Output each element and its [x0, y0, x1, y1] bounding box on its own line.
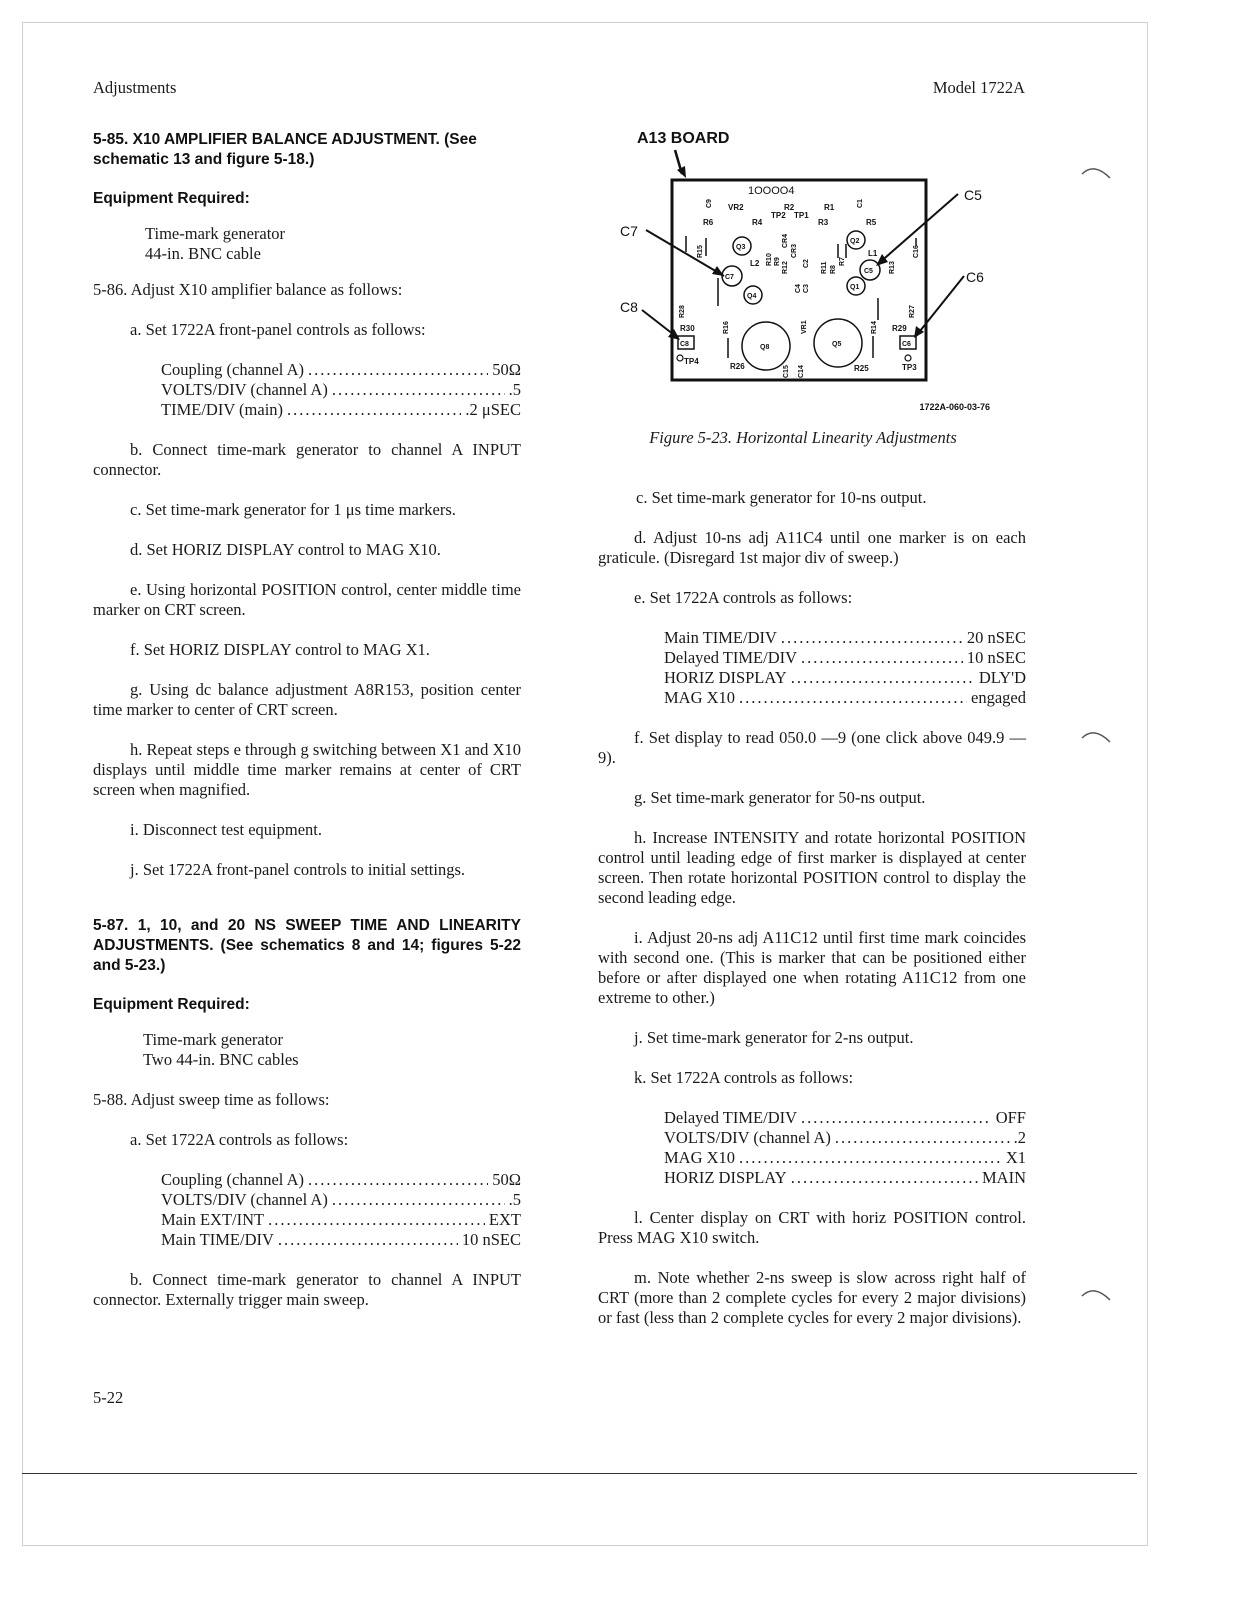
part-label: CR3: [791, 243, 798, 258]
part-label: TP3: [902, 363, 917, 372]
setting-row: VOLTS/DIV (channel A) ..... .5: [161, 1190, 521, 1210]
step-m: m. Note whether 2-ns sweep is slow across right half of CRT (more than 2 complete cycles for every 2 major divisions) or fast (less than 2 complete cycles for every 2 major divisions).: [598, 1268, 1026, 1327]
section-5-86: 5-86. Adjust X10 amplifier balance as follows:: [93, 280, 403, 299]
part-label: R29: [892, 324, 907, 333]
part-label: Q3: [736, 244, 746, 251]
callout-c5: C5: [964, 187, 982, 203]
part-label: VR1: [801, 320, 808, 334]
settings-list: [93, 360, 521, 420]
setting-row: HORIZ DISPLAY ..... DLY'D: [664, 668, 1026, 688]
section-5-87-title: 5-87. 1, 10, and 20 NS SWEEP TIME AND LINEARITY ADJUSTMENTS. (See schematics 8 and 14; figures 5-22 and 5-23.): [93, 917, 521, 974]
setting-row: VOLTS/DIV (channel A) ..... .5: [161, 380, 521, 400]
part-label: R3: [818, 218, 829, 227]
callout-c7: C7: [620, 223, 638, 239]
setting-row: HORIZ DISPLAY ..... MAIN: [664, 1168, 1026, 1188]
part-label: R10: [766, 253, 773, 266]
part-label: C7: [725, 274, 734, 281]
step-g: g. Using dc balance adjustment A8R153, position center time marker to center of CRT screen.: [93, 680, 521, 719]
callout-c6: C6: [966, 269, 984, 285]
section-5-85-title: 5-85. X10 AMPLIFIER BALANCE ADJUSTMENT. (See schematic 13 and figure 5-18.): [93, 131, 477, 168]
part-label: Q8: [760, 344, 770, 351]
page-number: 5-22: [93, 1388, 124, 1407]
step-h: h. Repeat steps e through g switching between X1 and X10 displays until middle time marker remains at center of CRT screen when magnified.: [93, 740, 521, 799]
part-label: R14: [871, 321, 878, 334]
step-b: b. Connect time-mark generator to channel A INPUT connector. Externally trigger main sweep.: [93, 1270, 521, 1309]
part-label: Q2: [850, 238, 860, 245]
part-label: 1OOOO4: [748, 185, 795, 197]
setting-row: Coupling (channel A) ..... 50Ω: [161, 360, 521, 380]
margin-mark: [1080, 1282, 1114, 1306]
part-label: TP2: [771, 211, 786, 220]
setting-row: Main TIME/DIV ..... 10 nSEC: [161, 1230, 521, 1250]
equipment-item: Time-mark generator: [145, 224, 286, 243]
board-label: A13 BOARD: [637, 130, 730, 147]
part-label: R28: [679, 305, 686, 318]
step-g: g. Set time-mark generator for 50-ns output.: [634, 788, 926, 807]
figure-id: 1722A-060-03-76: [919, 402, 990, 412]
part-label: C5: [864, 268, 873, 275]
step-d: d. Set HORIZ DISPLAY control to MAG X10.: [130, 540, 441, 559]
figure-caption: Figure 5-23. Horizontal Linearity Adjustments: [649, 428, 957, 447]
part-label: R15: [697, 245, 704, 258]
step-l: l. Center display on CRT with horiz POSITION control. Press MAG X10 switch.: [598, 1208, 1026, 1247]
equipment-required-label: Equipment Required:: [93, 190, 250, 207]
step-e: e. Using horizontal POSITION control, center middle time marker on CRT screen.: [93, 580, 521, 619]
equipment-item: Time-mark generator: [143, 1030, 284, 1049]
part-label: C16: [913, 245, 920, 258]
part-label: R25: [854, 364, 869, 373]
equipment-required-label: Equipment Required:: [93, 996, 250, 1013]
setting-row: TIME/DIV (main) ..... .2 μSEC: [161, 400, 521, 420]
setting-row: Delayed TIME/DIV ..... 10 nSEC: [664, 648, 1026, 668]
step-j: j. Set time-mark generator for 2-ns output.: [634, 1028, 914, 1047]
step-d: d. Adjust 10-ns adj A11C4 until one marker is on each graticule. (Disregard 1st major div of sweep.): [598, 528, 1026, 567]
part-label: Q5: [832, 341, 842, 348]
part-label: C2: [803, 259, 810, 268]
equipment-list: [93, 1030, 521, 1070]
part-label: R7: [839, 257, 846, 266]
equipment-item: 44-in. BNC cable: [145, 244, 261, 263]
step-k: k. Set 1722A controls as follows:: [634, 1068, 854, 1087]
running-header-right: Model 1722A: [932, 78, 1025, 97]
step-a: a. Set 1722A controls as follows:: [130, 1130, 349, 1149]
part-label: CR4: [782, 233, 789, 248]
a13-board-diagram: [598, 148, 998, 398]
step-i: i. Adjust 20-ns adj A11C12 until first time mark coincides with second one. (This is marker that can be positioned either before or after displayed one when rotating A11C12 from one extreme to other.): [598, 928, 1026, 1007]
step-a: a. Set 1722A front-panel controls as follows:: [130, 320, 426, 339]
step-j: j. Set 1722A front-panel controls to initial settings.: [130, 860, 466, 879]
part-label: L2: [750, 259, 760, 268]
setting-row: Coupling (channel A) ..... 50Ω: [161, 1170, 521, 1190]
step-f: f. Set HORIZ DISPLAY control to MAG X1.: [130, 640, 430, 659]
part-label: R16: [723, 321, 730, 334]
setting-row: MAG X10 ..... X1: [664, 1148, 1026, 1168]
part-label: R26: [730, 362, 745, 371]
setting-row: Main EXT/INT ..... EXT: [161, 1210, 521, 1230]
part-label: R12: [782, 261, 789, 274]
step-c: c. Set time-mark generator for 10-ns output.: [636, 488, 927, 507]
part-label: R30: [680, 324, 695, 333]
equipment-list: [93, 224, 521, 264]
section-5-88: 5-88. Adjust sweep time as follows:: [93, 1090, 330, 1109]
part-label: C6: [902, 341, 911, 348]
bottom-rule: [22, 1473, 1137, 1474]
part-label: Q1: [850, 284, 860, 291]
part-label: R27: [909, 305, 916, 318]
part-label: TP4: [684, 357, 699, 366]
equipment-item: Two 44-in. BNC cables: [143, 1050, 299, 1069]
part-label: R4: [752, 218, 763, 227]
settings-list: [93, 1170, 521, 1250]
setting-row: MAG X10 ..... engaged: [664, 688, 1026, 708]
part-label: C1: [857, 199, 864, 208]
part-label: R13: [889, 261, 896, 274]
part-label: C15: [783, 365, 790, 378]
setting-row: VOLTS/DIV (channel A) ..... .2: [664, 1128, 1026, 1148]
step-c: c. Set time-mark generator for 1 μs time markers.: [130, 500, 456, 519]
part-label: C3: [803, 284, 810, 293]
step-f: f. Set display to read 050.0 —9 (one click above 049.9 —9).: [598, 728, 1026, 767]
part-label: TP1: [794, 211, 809, 220]
margin-mark: [1080, 724, 1114, 748]
part-label: R11: [821, 261, 828, 274]
part-label: Q4: [747, 293, 757, 300]
part-label: R6: [703, 218, 714, 227]
step-i: i. Disconnect test equipment.: [130, 820, 322, 839]
setting-row: Delayed TIME/DIV ..... OFF: [664, 1108, 1026, 1128]
margin-mark: [1080, 160, 1114, 184]
part-label: R9: [774, 257, 781, 266]
left-column: [93, 130, 521, 1310]
callout-c8: C8: [620, 299, 638, 315]
part-label: C9: [706, 199, 713, 208]
part-label: R1: [824, 203, 835, 212]
settings-list: [598, 628, 1026, 708]
part-label: C8: [680, 341, 689, 348]
settings-list: [598, 1108, 1026, 1188]
part-label: VR2: [728, 203, 744, 212]
setting-row: Main TIME/DIV ..... 20 nSEC: [664, 628, 1026, 648]
part-label: R5: [866, 218, 877, 227]
part-label: L1: [868, 249, 878, 258]
running-header-left: Adjustments: [93, 78, 177, 97]
right-column: [598, 488, 1026, 1328]
step-h: h. Increase INTENSITY and rotate horizontal POSITION control until leading edge of first marker is displayed at center screen. Then rotate horizontal POSITION control to display the second leading edge.: [598, 828, 1026, 907]
part-label: C14: [798, 365, 805, 378]
part-label: R8: [830, 265, 837, 274]
part-label: C4: [795, 284, 802, 293]
part-label: R2: [784, 203, 795, 212]
step-b: b. Connect time-mark generator to channel A INPUT connector.: [93, 440, 521, 479]
step-e: e. Set 1722A controls as follows:: [634, 588, 853, 607]
